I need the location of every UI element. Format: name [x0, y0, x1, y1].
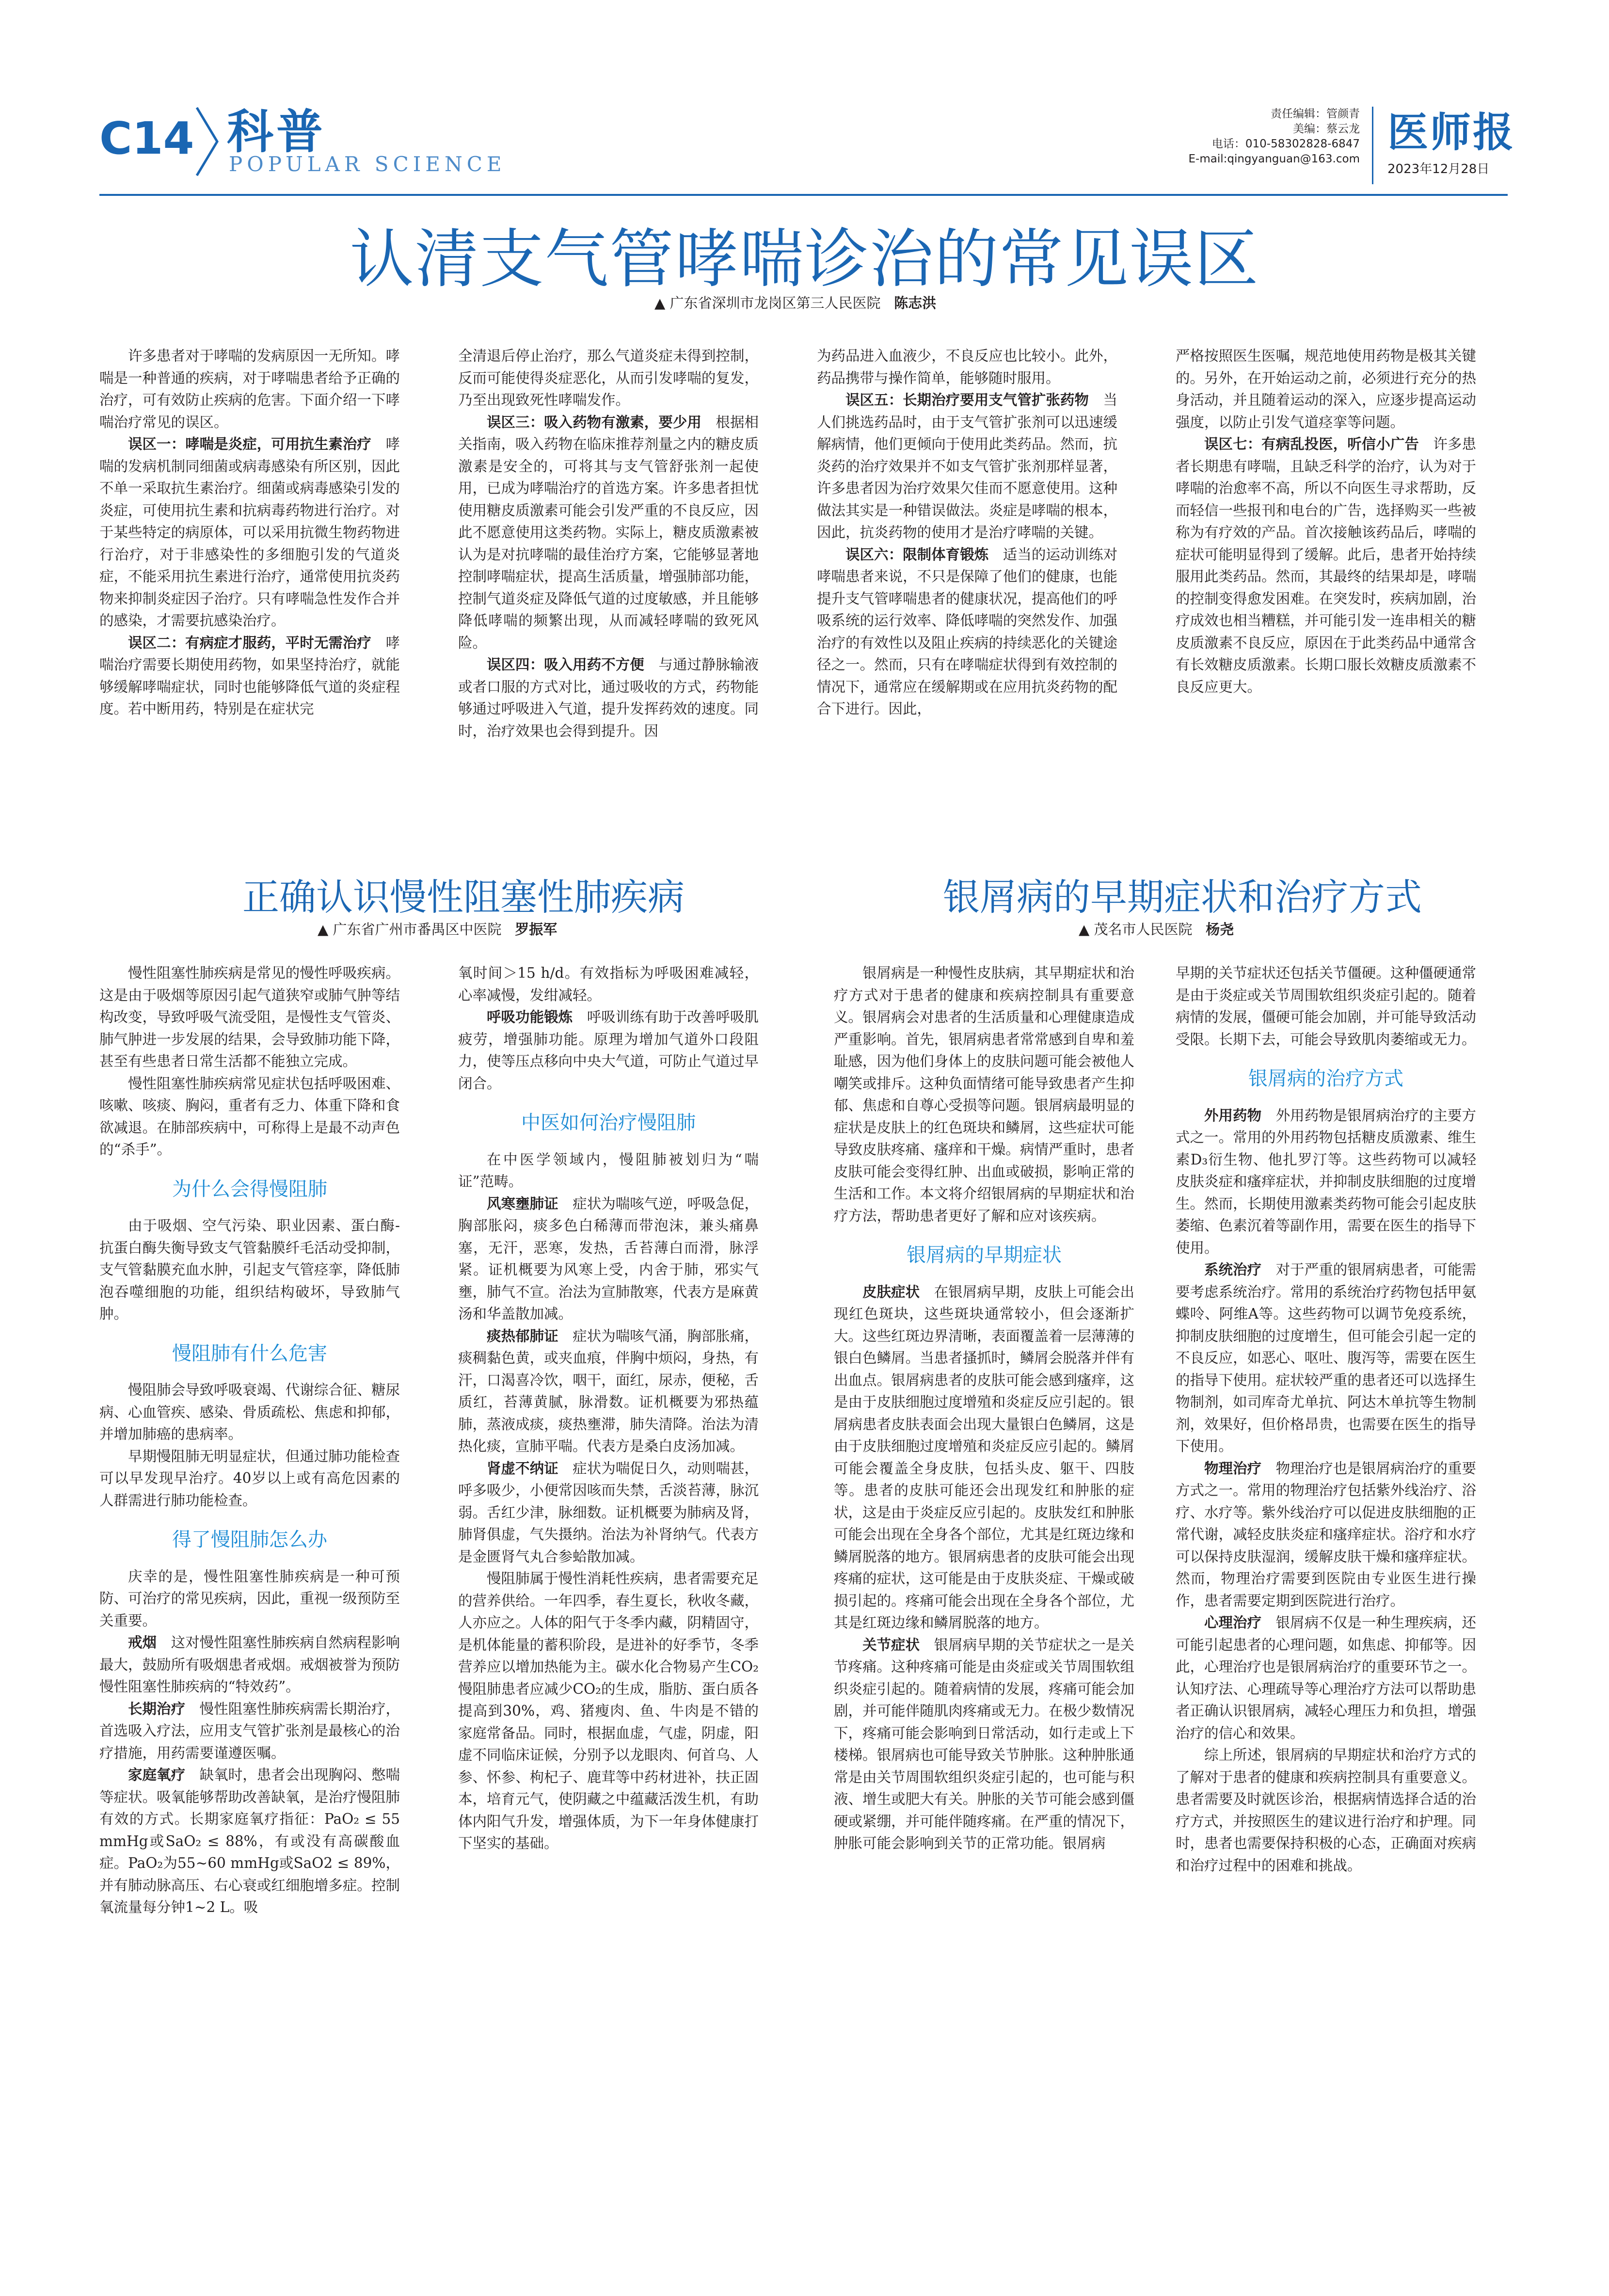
article3-col2 — [1176, 962, 1476, 1877]
newspaper-logo: 医师报 — [1387, 109, 1516, 156]
paragraph — [99, 1566, 400, 1632]
paragraph — [1176, 962, 1476, 1051]
paragraph — [1176, 1744, 1476, 1877]
paragraph-heading: 外用药物 — [1204, 1107, 1262, 1124]
paragraph-text: 慢性阻塞性肺疾病需长期治疗，首选吸入疗法，应用支气管扩张剂是最核心的治疗措施，用药需要谨遵医嘱。 — [99, 1700, 400, 1761]
paragraph-text: 许多患者对于哮喘的发病原因一无所知。哮喘是一种普通的疾病，对于哮喘患者给予正确的治疗，可有效防止疾病的危害。下面介绍一下哮喘治疗常见的误区。 — [99, 348, 400, 430]
paragraph-text: 物理治疗也是银屑病治疗的重要方式之一。常用的物理治疗包括紫外线治疗、浴疗、水疗等。紫外线治疗可以促进皮肤细胞的正常代谢，减轻皮肤炎症和瘙痒症状。浴疗和水疗可以保持皮肤湿润，缓解皮肤干燥和瘙痒症状。然而，物理治疗需要到医院由专业医生进行操作，患者需要定期到医院进行治疗。 — [1176, 1460, 1476, 1609]
header-rule — [99, 194, 1508, 196]
paragraph-text: 症状为喘促日久，动则喘甚，呼多吸少，小便常因咳而失禁，舌淡苔薄，脉沉弱。舌红少津，脉细数。证机概要为肺病及肾，肺肾俱虚，气失摄纳。治法为补肾纳气。代表方是金匮肾气丸合参蛤散加减。 — [458, 1460, 759, 1565]
paragraph-heading: 皮肤症状 — [862, 1283, 920, 1300]
byline-author: 罗振军 — [515, 921, 558, 938]
subheading: 得了慢阻肺怎么办 — [172, 1529, 327, 1551]
paragraph — [834, 962, 1134, 1227]
paragraph-text: 适当的运动训练对哮喘患者来说，不只是保障了他们的健康，也能提升支气管哮喘患者的健康状况，提高他们的呼吸系统的运行效率、降低哮喘的突然发作、加强治疗的有效性以及阻止疾病的持续恶化的关键途径之一。然而，只有在哮喘症状得到有效控制的情况下，通常应在缓解期或在应用抗炎药物的配合下进行。因此， — [817, 546, 1117, 717]
article1-col3 — [817, 345, 1117, 720]
paragraph-text: 早期慢阻肺无明显症状，但通过肺功能检查可以早发现早治疗。40岁以上或有高危因素的人群需进行肺功能检查。 — [99, 1448, 400, 1509]
article3-col1 — [834, 962, 1134, 1855]
paragraph-text: 在中医学领域内，慢阻肺被划归为“喘证”范畴。 — [458, 1151, 759, 1190]
paragraph-text: 症状为喘咳气涌，胸部胀痛，痰稠黏色黄，或夹血痕，伴胸中烦闷，身热，有汗，口渴喜冷饮，咽干，面红，尿赤，便秘，舌质红，苔薄黄腻，脉滑数。证机概要为邪热蕴肺，蒸液成痰，痰热壅滞，肺失清降。治法为清热化痰，宣肺平喘。代表方是桑白皮汤加减。 — [458, 1327, 759, 1454]
paragraph-heading: 家庭氧疗 — [128, 1767, 186, 1783]
article2-col2 — [458, 962, 759, 1855]
paragraph-heading: 心理治疗 — [1204, 1614, 1262, 1631]
paragraph-text: 严格按照医生医嘱，规范地使用药物是极其关键的。另外，在开始运动之前，必须进行充分的热身活动，并且随着运动的深入，应逐步提高运动强度，以防止引发气道痉挛等问题。 — [1176, 348, 1476, 430]
paragraph — [458, 1568, 759, 1855]
paragraph-text: 慢阻肺属于慢性消耗性疾病，患者需要充足的营养供给。一年四季，春生夏长，秋收冬藏，人亦应之。人体的阳气于冬季内藏，阴精固守，是机体能量的蓄积阶段，是进补的好季节，冬季营养应以增加热能为主。碳水化合物易产生CO₂慢阻肺患者应减少CO₂的生成，脂肪、蛋白质各提高到30%，鸡、猪瘦肉、鱼、牛肉是不错的家庭常备品。同时，根据血虚，气虚，阴虚，阳虚不同临床证候，分别予以龙眼肉、何首乌、人参、怀参、枸杞子、鹿茸等中药材进补，扶正固本，培育元气，使阴藏之中蕴藏活泼生机，有助体内阳气升发，增强体质，为下一年身体健康打下坚实的基础。 — [458, 1570, 759, 1851]
paragraph-heading: 物理治疗 — [1204, 1460, 1262, 1477]
paragraph-heading: 关节症状 — [862, 1636, 920, 1653]
byline-org: ▲ 广东省深圳市龙岗区第三人民医院 — [654, 295, 881, 311]
byline-org: ▲ 茂名市人民医院 — [1079, 921, 1193, 938]
paragraph-heading: 肾虚不纳证 — [487, 1460, 558, 1477]
paragraph-text: 银屑病早期的关节症状之一是关节疼痛。这种疼痛可能是由炎症或关节周围软组织炎症引起的。随着病情的发展，疼痛可能会加剧，并可能伴随肌肉疼痛或无力。在极少数情况下，疼痛可能会影响到日常活动，如行走或上下楼梯。银屑病也可能导致关节肿胀。这种肿胀通常是由关节周围软组织炎症引起的，也可能与积液、增生或肥大有关。肿胀的关节可能会感到僵硬或紧绷，并可能伴随疼痛。在严重的情况下，肿胀可能会影响到关节的正常功能。银屑病 — [834, 1636, 1134, 1851]
section-subtitle: POPULAR SCIENCE — [229, 152, 506, 176]
designer: 美编：蔡云龙 — [1293, 123, 1360, 135]
paragraph-text: 庆幸的是，慢性阻塞性肺疾病是一种可预防、可治疗的常见疾病，因此，重视一级预防至关重要。 — [99, 1568, 400, 1629]
paragraph-text: 慢性阻塞性肺疾病常见症状包括呼吸困难、咳嗽、咳痰、胸闷，重者有乏力、体重下降和食欲减退。在肺部疾病中，可称得上是最不动声色的“杀手”。 — [99, 1075, 400, 1158]
byline-org: ▲ 广东省广州市番禺区中医院 — [318, 921, 502, 938]
section-title: 科普 — [227, 105, 326, 159]
paragraph-text: 慢性阻塞性肺疾病是常见的慢性呼吸疾病。这是由于吸烟等原因引起气道狭窄或肺气肿等结构改变，导致呼吸气流受阻，是慢性支气管炎、肺气肿进一步发展的结果，会导致肺功能下降，甚至有些患者日常生活都不能独立完成。 — [99, 965, 400, 1069]
paragraph-heading: 系统治疗 — [1204, 1261, 1262, 1278]
paragraph — [99, 632, 400, 720]
paragraph-text: 综上所述，银屑病的早期症状和治疗方式的了解对于患者的健康和疾病控制具有重要意义。患者需要及时就医诊治，根据病情选择合适的治疗方式，并按照医生的建议进行治疗和护理。同时，患者也需要保持积极的心态，正确面对疾病和治疗过程中的困难和挑战。 — [1176, 1747, 1476, 1874]
paragraph-text: 缺氧时，患者会出现胸闷、憋喘等症状。吸氧能够帮助改善缺氧，是治疗慢阻肺有效的方式。长期家庭氧疗指征：PaO₂ ≤ 55 mmHg或SaO₂ ≤ 88%，有或没有高碳酸血症。PaO₂为55~60 mmHg或SaO2 ≤ 89%，并有肺动脉高压、右心衰或红细胞增多症。控制氧流量每分钟1~2 L。吸 — [99, 1767, 400, 1915]
article1-col2 — [458, 345, 759, 742]
paragraph — [1176, 1458, 1476, 1612]
byline-author: 杨尧 — [1206, 921, 1234, 938]
paragraph — [99, 1764, 400, 1919]
paragraph — [834, 1281, 1134, 1634]
paragraph — [99, 1632, 400, 1698]
article1-col1 — [99, 345, 400, 720]
paragraph-heading: 呼吸功能锻炼 — [487, 1009, 573, 1025]
paragraph-text: 外用药物是银屑病治疗的主要方式之一。常用的外用药物包括糖皮质激素、维生素D₃衍生物、他扎罗汀等。这些药物可以减轻皮肤炎症和瘙痒症状，并抑制皮肤细胞的过度增生。然而，长期使用激素类药物可能会引起皮肤萎缩、色素沉着等副作用，需要在医生的指导下使用。 — [1176, 1107, 1476, 1256]
paragraph-text: 银屑病不仅是一种生理疾病，还可能引起患者的心理问题，如焦虑、抑郁等。因此，心理治疗也是银屑病治疗的重要环节之一。认知疗法、心理疏导等心理治疗方法可以帮助患者正确认识银屑病，减轻心理压力和负担，增强治疗的信心和效果。 — [1176, 1614, 1476, 1741]
paragraph-heading: 误区七：有病乱投医，听信小广告 — [1204, 436, 1419, 452]
paragraph-text: 症状为喘咳气逆，呼吸急促，胸部胀闷，痰多色白稀薄而带泡沫，兼头痛鼻塞，无汗，恶寒，发热，舌苔薄白而滑，脉浮紧。证机概要为风寒上受，内舍于肺，邪实气壅，肺气不宣。治法为宣肺散寒，代表方是麻黄汤和华盖散加减。 — [458, 1195, 759, 1322]
subheading: 银屑病的治疗方式 — [1248, 1068, 1403, 1090]
paragraph-text: 早期的关节症状还包括关节僵硬。这种僵硬通常是由于炎症或关节周围软组织炎症引起的。随着病情的发展，僵硬可能会加剧，并可能导致活动受限。长期下去，可能会导致肌肉萎缩或无力。 — [1176, 965, 1476, 1048]
paragraph-text: 与通过静脉输液或者口服的方式对比，通过吸收的方式，药物能够通过呼吸进入气道，提升发挥药效的速度。同时，治疗效果也会得到提升。因 — [458, 656, 759, 739]
paragraph — [1176, 345, 1476, 433]
paragraph — [817, 389, 1117, 544]
paragraph-heading: 长期治疗 — [128, 1700, 186, 1717]
article3-byline — [1079, 919, 1234, 939]
paragraph-text: 为药品进入血液少，不良反应也比较小。此外，药品携带与操作简单，能够随时服用。 — [817, 348, 1117, 386]
paragraph-heading: 误区五：长期治疗要用支气管扩张药物 — [845, 392, 1089, 408]
article1-byline — [654, 292, 936, 312]
chevron-right-icon — [193, 103, 222, 180]
editor-info — [1163, 107, 1360, 167]
paragraph-text: 在银屑病早期，皮肤上可能会出现红色斑块，这些斑块通常较小，但会逐渐扩大。这些红斑边界清晰，表面覆盖着一层薄薄的银白色鳞屑。当患者搔抓时，鳞屑会脱落并伴有出血点。银屑病患者的皮肤可能会感到瘙痒，这是由于皮肤细胞过度增殖和炎症反应引起的。银屑病患者皮肤表面会出现大量银白色鳞屑，这是由于皮肤细胞过度增殖和炎症反应引起的。鳞屑可能会覆盖全身皮肤，包括头皮、躯干、四肢等。患者的皮肤可能还会出现发红和肿胀的症状，这是由于炎症反应引起的。皮肤发红和肿胀可能会出现在全身各个部位，尤其是红斑边缘和鳞屑脱落的地方。银屑病患者的皮肤可能会出现疼痛的症状，这可能是由于皮肤炎症、干燥或破损引起的。疼痛可能会出现在全身各个部位，尤其是红斑边缘和鳞屑脱落的地方。 — [834, 1283, 1134, 1631]
paragraph — [458, 1006, 759, 1095]
paragraph — [99, 1379, 400, 1446]
paragraph-text: 银屑病是一种慢性皮肤病，其早期症状和治疗方式对于患者的健康和疾病控制具有重要意义。银屑病会对患者的生活质量和心理健康造成严重影响。首先，银屑病患者常常感到自卑和羞耻感，因为他们身体上的皮肤问题可能会被他人嘲笑或排斥。这种负面情绪可能导致患者产生抑郁、焦虑和自尊心受损等问题。银屑病最明显的症状是皮肤上的红色斑块和鳞屑，这些症状可能导致皮肤疼痛、瘙痒和干燥。病情严重时，患者皮肤可能会变得红肿、出血或破损，影响正常的生活和工作。本文将介绍银屑病的早期症状和治疗方法，帮助患者更好了解和应对该疾病。 — [834, 965, 1134, 1224]
subheading: 银屑病的早期症状 — [907, 1244, 1062, 1266]
article3-title: 银屑病的早期症状和治疗方式 — [943, 876, 1422, 919]
paragraph-text: 许多患者长期患有哮喘，且缺乏科学的治疗，认为对于哮喘的治愈率不高，所以不向医生寻求帮助，反而轻信一些报刊和电台的广告，选择购买一些被称为有疗效的产品。首次接触该药品后，哮喘的症状可能明显得到了缓解。此后，患者开始持续服用此类药品。然而，其最终的结果却是，哮喘的控制变得愈发困难。在突发时，疾病加剧，治疗成效也相当糟糕，并可能引发一连串相关的糖皮质激素不良反应，原因在于此类药品中通常含有长效糖皮质激素。长期口服长效糖皮质激素不良反应更大。 — [1176, 436, 1476, 695]
paragraph — [99, 962, 400, 1073]
paragraph-text: 哮喘的发病机制同细菌或病毒感染有所区别，因此不单一采取抗生素治疗。细菌或病毒感染引发的炎症，可使用抗生素和抗病毒药物进行治疗。对于某些特定的病原体，可以采用抗微生物药物进行治疗，对于非感染性的多细胞引发的气道炎症，不能采用抗生素进行治疗，通常使用抗炎药物来抑制炎症因子治疗。只有哮喘急性发作合并的感染，才需要抗感染治疗。 — [99, 436, 400, 629]
paragraph-heading: 误区六：限制体育锻炼 — [845, 546, 989, 563]
paragraph-text: 根据相关指南，吸入药物在临床推荐剂量之内的糖皮质激素是安全的，可将其与支气管舒张剂一起使用，已成为哮喘治疗的首选方案。许多患者担忧使用糖皮质激素可能会引发严重的不良反应，因此不愿意使用这类药物。实际上，糖皮质激素被认为是对抗哮喘的最佳治疗方案，它能够显著地控制哮喘症状，提高生活质量，增强肺部功能，控制气道炎症及降低气道的过度敏感，并且能够降低哮喘的频繁出现，从而减轻哮喘的致死风险。 — [458, 414, 759, 651]
paragraph — [834, 1634, 1134, 1855]
paragraph-heading: 误区四：吸入用药不方便 — [487, 656, 644, 673]
paragraph-heading: 误区三：吸入药物有激素，要少用 — [487, 414, 701, 430]
paragraph-heading: 误区一：哮喘是炎症，可用抗生素治疗 — [128, 436, 371, 452]
paragraph — [817, 544, 1117, 720]
paragraph — [458, 345, 759, 412]
paragraph — [817, 345, 1117, 389]
paragraph-text: 由于吸烟、空气污染、职业因素、蛋白酶-抗蛋白酶失衡导致支气管黏膜纤毛活动受抑制，支气管黏膜充血水肿，引起支气管痉挛，降低肺泡吞噬细胞的功能，组织结构破坏，导致肺气肿。 — [99, 1217, 400, 1322]
paragraph-text: 这对慢性阻塞性肺疾病自然病程影响最大，鼓励所有吸烟患者戒烟。戒烟被誉为预防慢性阻塞性肺疾病的“特效药”。 — [99, 1634, 400, 1695]
paragraph — [1176, 1105, 1476, 1260]
issue-date: 2023年12月28日 — [1387, 162, 1490, 176]
paragraph-text: 呼吸训练有助于改善呼吸肌疲劳，增强肺功能。原理为增加气道外口段阻力，使等压点移向中央大气道，可防止气道过早闭合。 — [458, 1009, 759, 1092]
paragraph — [99, 433, 400, 632]
paragraph-text: 全清退后停止治疗，那么气道炎症未得到控制，反而可能使得炎症恶化，从而引发哮喘的复发，乃至出现致死性哮喘发作。 — [458, 348, 759, 408]
paragraph — [99, 1073, 400, 1161]
paragraph-text: 氧时间＞15 h/d。有效指标为呼吸困难减轻，心率减慢，发绀减轻。 — [458, 965, 759, 1004]
paragraph — [458, 1458, 759, 1568]
email: E-mail:qingyanguan@163.com — [1188, 153, 1360, 165]
page-number: C14 — [99, 112, 194, 164]
paragraph — [99, 1446, 400, 1512]
paragraph — [99, 1698, 400, 1765]
article2-col1 — [99, 962, 400, 1919]
paragraph — [1176, 433, 1476, 698]
paragraph — [1176, 1612, 1476, 1744]
paragraph — [99, 1215, 400, 1325]
paragraph-text: 当人们挑选药品时，由于支气管扩张剂可以迅速缓解病情，他们更倾向于使用此类药品。然而，抗炎药的治疗效果并不如支气管扩张剂那样显著，许多患者因为治疗效果欠佳而不愿意使用。这种做法其实是一种错误做法。炎症是哮喘的根本，因此，抗炎药物的使用才是治疗哮喘的关键。 — [817, 392, 1117, 541]
paragraph-heading: 风寒壅肺证 — [487, 1195, 558, 1212]
article1-title: 认清支气管哮喘诊治的常见误区 — [350, 222, 1259, 297]
editor: 责任编辑：管颜青 — [1271, 108, 1360, 120]
article2-title: 正确认识慢性阻塞性肺疾病 — [242, 876, 685, 919]
subheading: 为什么会得慢阻肺 — [172, 1178, 327, 1200]
paragraph-text: 对于严重的银屑病患者，可能需要考虑系统治疗。常用的系统治疗药物包括甲氨蝶呤、阿维A等。这些药物可以调节免疫系统，抑制皮肤细胞的过度增生，但可能会引起一定的不良反应，如恶心、呕吐、腹泻等，需要在医生的指导下使用。症状较严重的患者还可以选择生物制剂，如司库奇尤单抗、阿达木单抗等生物制剂，效果好，但价格昂贵，也需要在医生的指导下使用。 — [1176, 1261, 1476, 1454]
paragraph — [458, 412, 759, 654]
phone: 电话：010-58302828-6847 — [1211, 138, 1360, 150]
paragraph — [458, 1149, 759, 1193]
paragraph-text: 慢阻肺会导致呼吸衰竭、代谢综合征、糖尿病、心血管疾、感染、骨质疏松、焦虑和抑郁，并增加肺癌的患病率。 — [99, 1382, 400, 1442]
paragraph-heading: 戒烟 — [128, 1634, 157, 1651]
paragraph-text: 哮喘治疗需要长期使用药物，如果坚持治疗，就能够缓解哮喘症状，同时也能够降低气道的炎症程度。若中断用药，特别是在症状完 — [99, 634, 400, 717]
paragraph — [458, 654, 759, 742]
paragraph — [458, 1325, 759, 1458]
paragraph-heading: 痰热郁肺证 — [487, 1327, 558, 1344]
byline-author: 陈志洪 — [894, 295, 937, 311]
subheading: 慢阻肺有什么危害 — [172, 1342, 327, 1365]
article2-byline — [318, 919, 557, 939]
article1-col4 — [1176, 345, 1476, 698]
paragraph — [1176, 1259, 1476, 1458]
header-divider — [1372, 107, 1373, 184]
paragraph — [458, 962, 759, 1006]
paragraph — [99, 345, 400, 433]
paragraph — [458, 1193, 759, 1325]
paragraph-heading: 误区二：有病症才服药，平时无需治疗 — [128, 634, 371, 651]
subheading: 中医如何治疗慢阻肺 — [521, 1112, 696, 1134]
